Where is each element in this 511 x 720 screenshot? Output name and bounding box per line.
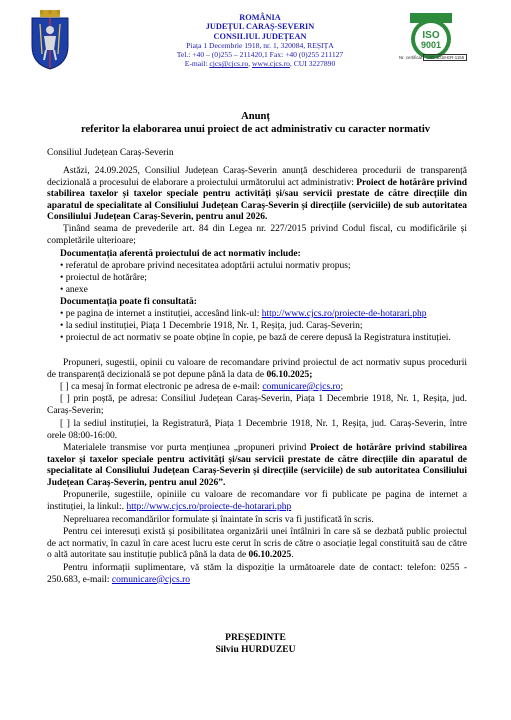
project-title: Proiect de hotărâre privind stabilirea taxelor și taxelor speciale pentru activități și/sau servicii prestate de către direcțiile din aparatul de specialitate al Consiliului Județean Caraș-Severin și direcțiile (serviciile) de sub autoritatea Consiliului Județean Caraș-Severin, pentru anul 2026. bbox=[47, 177, 468, 223]
paragraph-announcement: Astăzi, 24.09.2025, Consiliul Județean Caraș-Severin anunță deschiderea procedurii de transparență decizională a procesului de elaborare a proiectului următorului act administrativ: Proiect de hotărâre privind stabilirea taxelor și taxelor speciale pentru activități și/sau servicii prestate de către direcțiile din aparatul de specialitate al Consiliului Județean Caraș-Severin și direcțiile (serviciile) de sub autoritatea Consiliului Județean Caraș-Severin, pentru anul 2026. bbox=[47, 166, 468, 223]
paragraph-publication: Propunerile, sugestiile, opiniile cu valoare de recomandare vor fi publicate pe pagina de internet a instituției, la linkul:. http://www.cjcs.ro/proiecte-de-hotarari.php bbox=[47, 490, 467, 512]
projects-link[interactable]: http://www.cjcs.ro/proiecte-de-hotarari.php bbox=[261, 309, 427, 319]
documentation-heading: Documentația aferentă proiectului de act normativ include: bbox=[60, 249, 301, 259]
submission-option-registry: [ ] la sediul instituției, la Registratură, Piața 1 Decembrie 1918, Nr. 1, Reșița, jud. Caraș-Severin, între orele 08:00-16:00. bbox=[47, 419, 467, 441]
signature-role: PREȘEDINTE bbox=[225, 633, 286, 643]
county-name: JUDEȚUL CARAȘ-SEVERIN bbox=[205, 22, 315, 32]
page-subtitle: referitor la elaborarea unui proiect de act administrativ cu caracter normativ bbox=[80, 124, 431, 135]
list-item: • proiectul de act normativ se poate obține în copie, pe bază de cerere depusă la Registratura instituției. bbox=[60, 333, 451, 343]
page-title: Anunț bbox=[241, 111, 270, 122]
paragraph-mention: Materialele transmise vor purta mențiunea „propuneri privind Proiect de hotărâre privind stabilirea taxelor și taxelor speciale pentru activități și/sau servicii prestate de către direcțiile din aparatul de specialitate al Consiliului Județean Caraș-Severin și direcțiile (serviciile) de sub autoritatea Consiliului Județean Caraș-Severin, pentru anul 2026”. bbox=[47, 443, 467, 488]
paragraph-justification: Nepreluarea recomandărilor formulate și înaintate în scris va fi justificată în scris. bbox=[63, 515, 374, 525]
list-item: • anexe bbox=[60, 285, 88, 295]
signature-name: Silviu HURDUZEU bbox=[215, 645, 296, 655]
council-name: CONSILIUL JUDEȚEAN bbox=[213, 31, 307, 41]
header-email-link[interactable]: cjcs@cjcs.ro bbox=[209, 59, 249, 69]
country-name: ROMÂNIA bbox=[239, 13, 281, 22]
list-item: • pe pagina de internet a instituției, accesând link-ul: http://www.cjcs.ro/proiecte-de-hotarari.php bbox=[60, 309, 427, 319]
email-label: E-mail: bbox=[184, 59, 210, 69]
submission-option-email: [ ] ca mesaj în format electronic pe adresa de e-mail: comunicare@cjcs.ro; bbox=[60, 382, 344, 392]
email-link[interactable]: comunicare@cjcs.ro bbox=[262, 382, 341, 392]
paragraph-submission: Propuneri, sugestii, opinii cu valoare de recomandare privind proiectul de act normativ supus procedurii de transparență decizională se pot depune până la data de 06.10.2025; bbox=[47, 358, 467, 380]
svg-text:9001: 9001 bbox=[420, 40, 442, 50]
list-item: • referatul de aprobare privind necesitatea adoptării actului normativ propus; bbox=[60, 261, 351, 271]
header-web-link[interactable]: www.cjcs.ro bbox=[252, 59, 290, 69]
paragraph-public-debate: Pentru cei interesuți există și posibilitatea organizării unei întâlniri în care să se dezbată public proiectul de act normativ, în cazul în care acest lucru este cerut în scris de către o asociație legal constituită sau de către o altă autoritate sau instituție publică până la data de 06.10.2025. bbox=[47, 527, 467, 561]
paragraph-contact: Pentru informații suplimentare, vă stăm la dispoziție la următoarele date de contact: telefon: 0255 - 250.683, e-mail: comunicare@cjcs.ro bbox=[47, 563, 467, 585]
svg-text:ISO: ISO bbox=[422, 30, 440, 41]
addressee: Consiliul Județean Caraș-Severin bbox=[47, 148, 174, 158]
address-line: Piața 1 Decembrie 1918, nr. 1, 320084, REȘIȚA bbox=[186, 41, 334, 51]
publication-link[interactable]: http://www.cjcs.ro/proiecte-de-hotarari.php bbox=[126, 501, 292, 512]
phone-fax-line: Tel.: +40 – (0)255 – 211420,1 Fax: +40 (0)255 211127 bbox=[176, 50, 344, 60]
list-item: • proiectul de hotărâre; bbox=[60, 273, 147, 283]
list-item: • la sediul instituției, Piața 1 Decembrie 1918, Nr. 1, Reșița, jud. Caraș-Severin; bbox=[60, 321, 363, 331]
contact-line: E-mail: cjcs@cjcs.ro, www.cjcs.ro, CUI 3227890 bbox=[184, 59, 336, 69]
certificate-number: Nr. certificat U83-1018-ER-1155 bbox=[399, 55, 475, 60]
institution-header bbox=[150, 13, 370, 68]
coat-of-arms-icon bbox=[30, 10, 70, 70]
paragraph-legal-basis: Ținând seama de prevederile art. 84 din Legea nr. 227/2015 privind Codul fiscal, cu modificările și completările ulterioare; bbox=[47, 224, 467, 246]
consultation-heading: Documentația poate fi consultată: bbox=[60, 297, 197, 307]
contact-email-link[interactable]: comunicare@cjcs.ro bbox=[111, 574, 191, 585]
submission-option-post: [ ] prin poștă, pe adresa: Consiliul Județean Caraș-Severin, Piața 1 Decembrie 1918, Nr. 1, Reșița, jud. Caraș-Severin; bbox=[47, 394, 467, 416]
cui-text: , CUI 3227890 bbox=[289, 59, 336, 69]
